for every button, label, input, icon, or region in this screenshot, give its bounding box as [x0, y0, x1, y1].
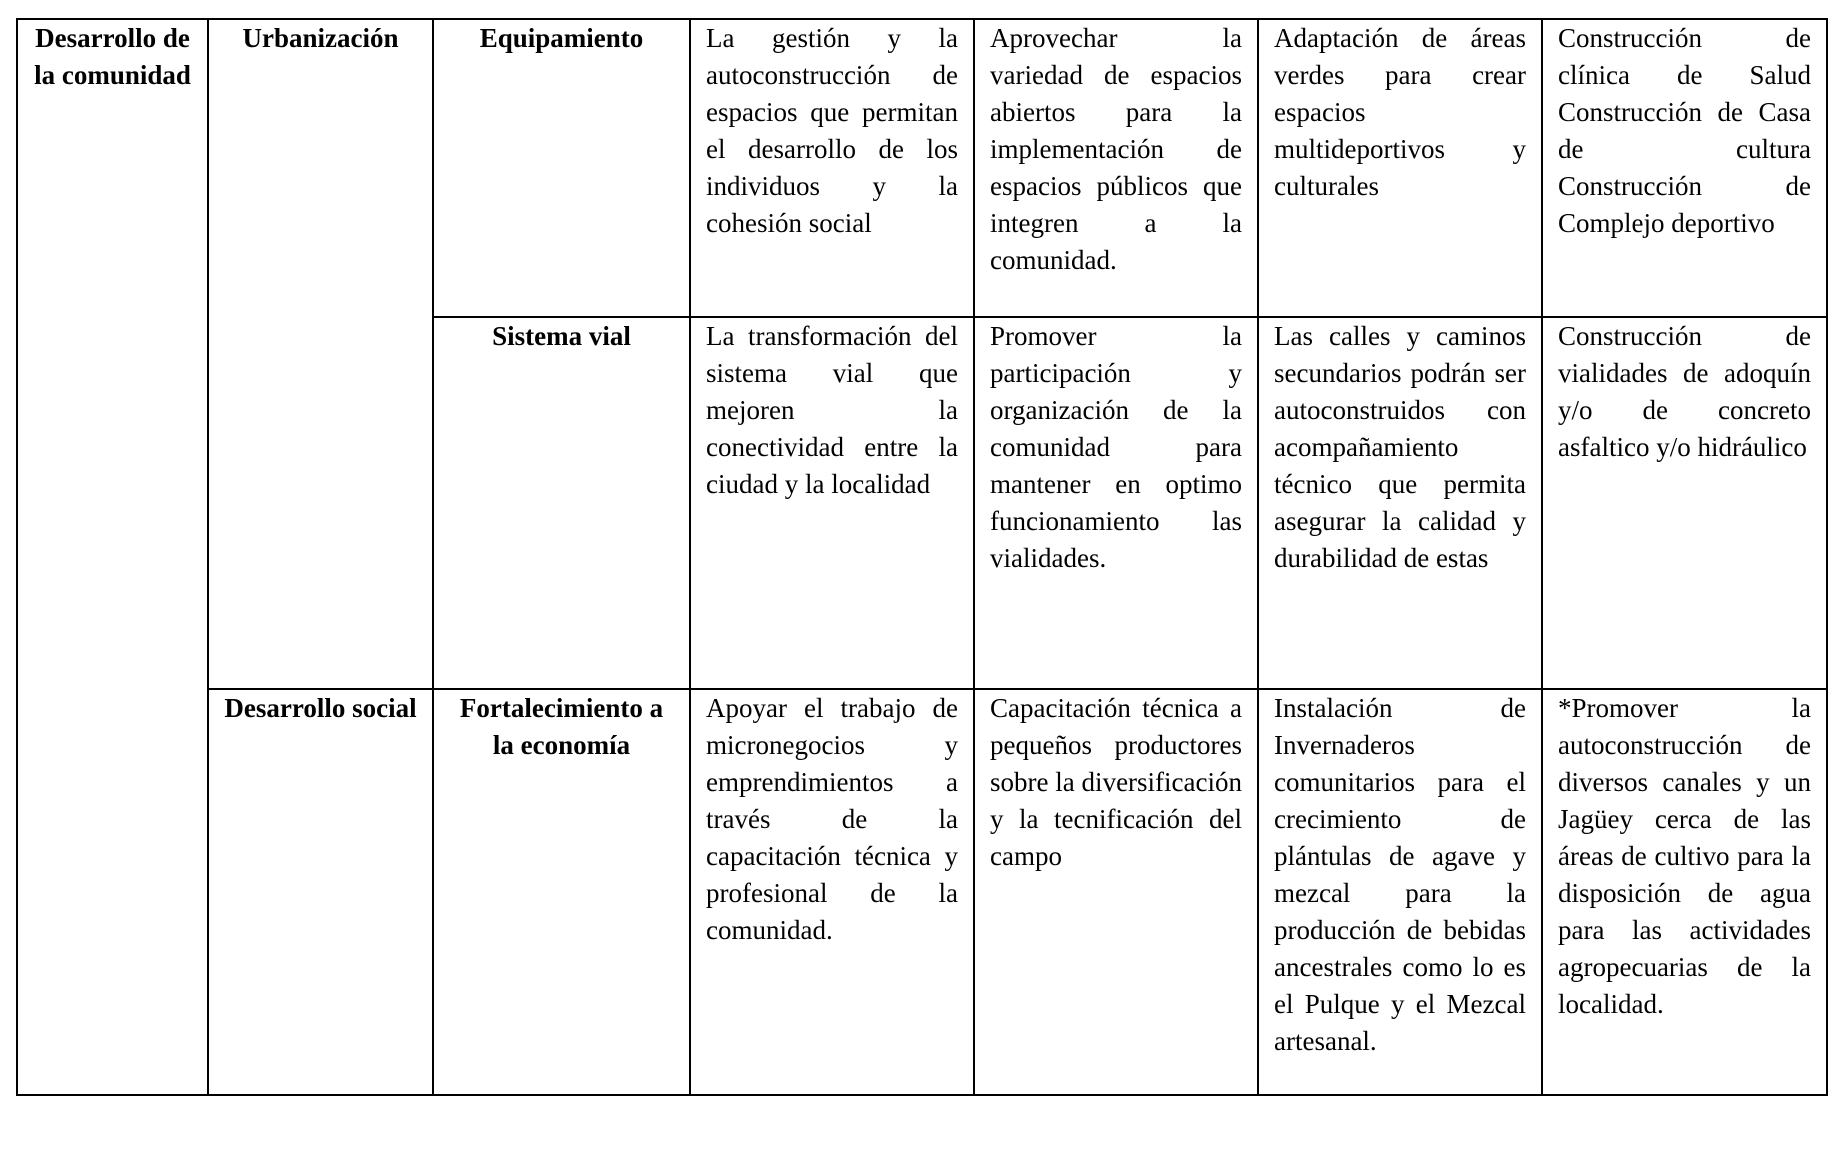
group-cell: Urbanización [208, 19, 433, 689]
group-cell: Desarrollo social [208, 689, 433, 1095]
project-cell: Construcción de vialidades de adoquín y/o de concreto asfaltico y/o hidráulico [1542, 317, 1827, 689]
subject-cell: Sistema vial [433, 317, 690, 689]
subject-cell: Equipamiento [433, 19, 690, 317]
project-cell: *Promover la autoconstrucción de diversos canales y un Jagüey cerca de las áreas de cultivo para la disposición de agua para las actividades agropecuarias de la localidad. [1542, 689, 1827, 1095]
project-cell: Construcción de clínica de Salud Construcción de Casa de cultura Construcción de Complejo deportivo [1542, 19, 1827, 317]
table-row [17, 689, 1827, 1095]
action-cell: Instalación de Invernaderos comunitarios para el crecimiento de plántulas de agave y mezcal para la producción de bebidas ancestrales como lo es el Pulque y el Mezcal artesanal. [1258, 689, 1542, 1095]
objective-cell: La transformación del sistema vial que mejoren la conectividad entre la ciudad y la localidad [690, 317, 974, 689]
objective-cell: Apoyar el trabajo de micronegocios y emprendimientos a través de la capacitación técnica y profesional de la comunidad. [690, 689, 974, 1095]
strategy-cell: Aprovechar la variedad de espacios abiertos para la implementación de espacios públicos que integren a la comunidad. [974, 19, 1258, 317]
strategy-cell: Capacitación técnica a pequeños productores sobre la diversificación y la tecnificación del campo [974, 689, 1258, 1095]
objective-cell: La gestión y la autoconstrucción de espacios que permitan el desarrollo de los individuos y la cohesión social [690, 19, 974, 317]
area-cell: Desarrollo de la comunidad [17, 19, 208, 1095]
action-cell: Adaptación de áreas verdes para crear espacios multideportivos y culturales [1258, 19, 1542, 317]
planning-table [16, 18, 1828, 1096]
subject-cell: Fortalecimiento a la economía [433, 689, 690, 1095]
strategy-cell: Promover la participación y organización de la comunidad para mantener en optimo funcionamiento las vialidades. [974, 317, 1258, 689]
table-row [17, 19, 1827, 317]
action-cell: Las calles y caminos secundarios podrán ser autoconstruidos con acompañamiento técnico que permita asegurar la calidad y durabilidad de estas [1258, 317, 1542, 689]
